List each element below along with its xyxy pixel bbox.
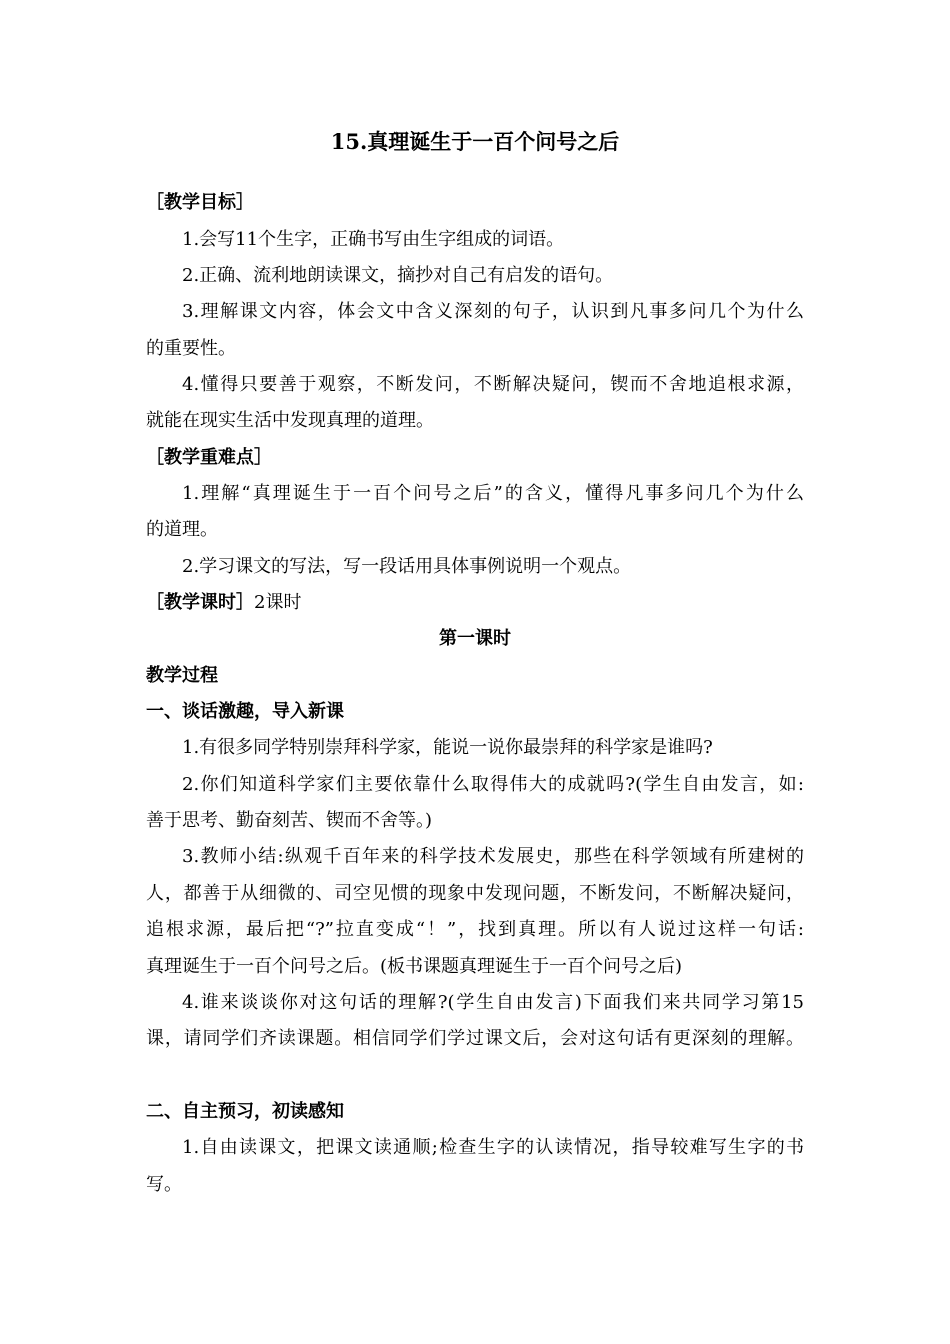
section1-line: 3.教师小结:纵观千百年来的科学技术发展史，那些在科学领域有所建树的: [182, 846, 804, 867]
section1-line: 人，都善于从细微的、司空见惯的现象中发现问题，不断发问，不断解决疑问，: [146, 883, 804, 904]
key-points-heading: ［教学重难点］: [146, 447, 272, 468]
section2-line: 1.自由读课文，把课文读通顺;检查生字的认读情况，指导较难写生字的书: [182, 1137, 804, 1158]
section1-line: 善于思考、勤奋刻苦、锲而不舍等。): [146, 810, 433, 831]
section1-line: 真理诞生于一百个问号之后。(板书课题真理诞生于一百个问号之后): [146, 956, 683, 977]
goal-line: 1.会写11个生字，正确书写由生字组成的词语。: [182, 229, 565, 250]
key-point-line: 的道理。: [146, 519, 218, 540]
section1-heading: 一、谈话激趣，导入新课: [146, 701, 344, 722]
goal-line: 2.正确、流利地朗读课文，摘抄对自己有启发的语句。: [182, 265, 614, 286]
section1-line: 课，请同学们齐读课题。相信同学们学过课文后，会对这句话有更深刻的理解。: [146, 1028, 804, 1049]
process-heading: 教学过程: [146, 665, 218, 686]
document-title: 15.真理诞生于一百个问号之后: [330, 129, 620, 154]
section1-line: 4.谁来谈谈你对这句话的理解?(学生自由发言)下面我们来共同学习第15: [182, 992, 804, 1013]
section1-line: 追根求源，最后把“?”拉直变成“！”，找到真理。所以有人说过这样一句话:: [146, 919, 804, 940]
goal-line: 4.懂得只要善于观察，不断发问，不断解决疑问，锲而不舍地追根求源，: [182, 374, 804, 395]
class-hours-value: 2课时: [254, 592, 302, 613]
goal-line: 的重要性。: [146, 338, 236, 359]
goals-heading: ［教学目标］: [146, 192, 254, 213]
goal-line: 3.理解课文内容，体会文中含义深刻的句子，认识到凡事多问几个为什么: [182, 301, 804, 322]
lesson1-heading: 第一课时: [439, 628, 511, 649]
key-point-line: 1.理解“真理诞生于一百个问号之后”的含义，懂得凡事多问几个为什么: [182, 483, 804, 504]
class-hours-heading: ［教学课时］: [146, 592, 254, 613]
section1-line: 1.有很多同学特别崇拜科学家，能说一说你最崇拜的科学家是谁吗?: [182, 737, 713, 758]
section2-line: 写。: [146, 1174, 182, 1195]
goal-line: 就能在现实生活中发现真理的道理。: [146, 410, 434, 431]
section1-line: 2.你们知道科学家们主要依靠什么取得伟大的成就吗?(学生自由发言，如:: [182, 774, 804, 795]
key-point-line: 2.学习课文的写法，写一段话用具体事例说明一个观点。: [182, 556, 632, 577]
section2-heading: 二、自主预习，初读感知: [146, 1101, 344, 1122]
class-hours: [146, 590, 301, 616]
